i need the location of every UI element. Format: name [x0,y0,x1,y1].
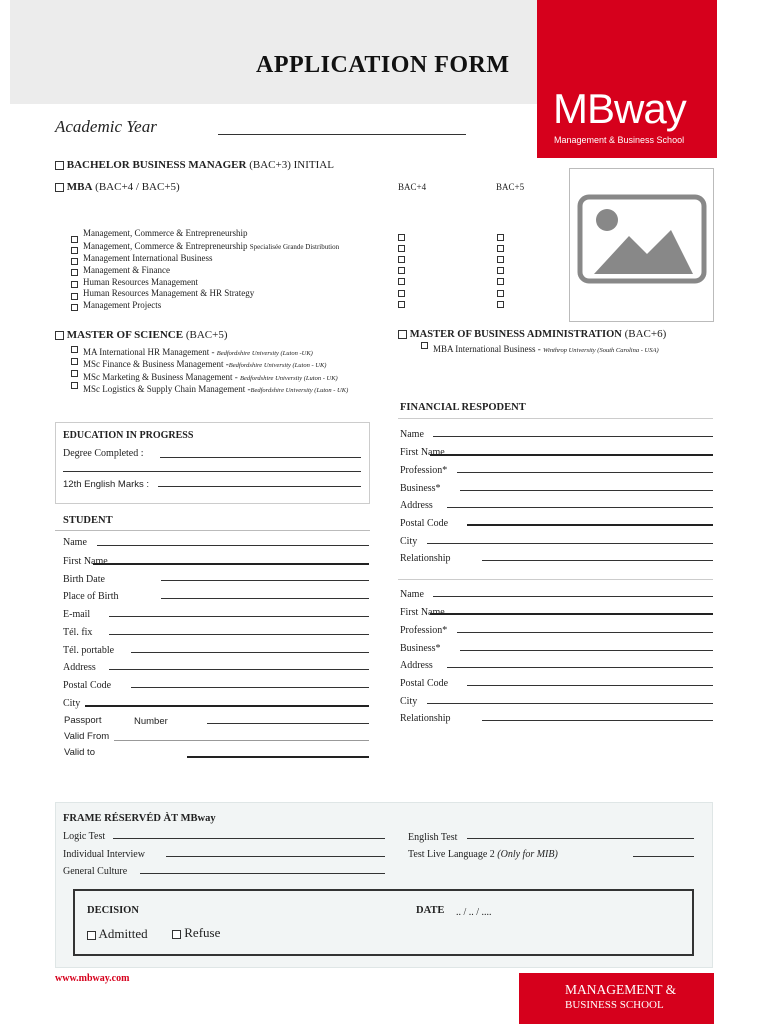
msc-option-checkbox[interactable] [71,382,78,389]
frame-title: FRAME RÉSERVÉD ÀT MBway [63,813,216,824]
financial-divider [398,418,713,419]
live-language-field[interactable] [633,856,694,857]
number-label: Number [134,716,168,727]
student-field-label: Name [63,537,87,548]
academic-year-label: Academic Year [55,117,157,136]
msc-option-label: MSc Finance & Business Management -Bedfordshire University (Luton - UK) [83,359,327,369]
mba-option-checkbox[interactable] [71,269,78,276]
financial-input[interactable] [482,560,713,561]
student-input[interactable] [161,580,369,581]
refuse-option: Refuse [172,925,220,941]
financial-field-label: Name [400,589,424,600]
student-divider [55,530,370,531]
financial-field-label: Postal Code [400,678,449,689]
bachelor-option: BACHELOR BUSINESS MANAGER (BAC+3) INITIAL [55,159,334,171]
decision-title: DECISION [87,905,139,916]
student-input[interactable] [131,687,369,688]
footer-badge: MANAGEMENT & BUSINESS SCHOOL [519,973,714,1024]
financial-input[interactable] [467,685,713,686]
bac4-checkbox[interactable] [398,278,405,285]
financial-input[interactable] [427,703,713,704]
mba-option-label: Human Resources Management [83,277,198,287]
bac4-column-label: BAC+4 [398,182,427,192]
valid-from-field[interactable] [114,740,369,741]
mba-option-checkbox[interactable] [71,304,78,311]
english-test-label: English Test [408,832,458,843]
page-title: APPLICATION FORM [256,52,510,78]
mba-option-label: Management, Commerce & Entrepreneurship [83,228,248,238]
student-input[interactable] [93,563,369,565]
financial-field-label: City [400,536,418,547]
financial-input[interactable] [430,454,713,456]
bac5-checkbox[interactable] [497,245,504,252]
bac5-checkbox[interactable] [497,234,504,241]
financial-divider [398,579,713,580]
mba-option-label: Management Projects [83,300,162,310]
admitted-checkbox[interactable] [87,931,96,940]
financial-field-label: Profession* [400,465,448,476]
financial-input[interactable] [447,667,713,668]
culture-label: General Culture [63,866,128,877]
financial-input[interactable] [482,720,713,721]
financial-input[interactable] [467,524,713,526]
student-input[interactable] [97,545,369,546]
passport-number-field[interactable] [207,723,369,724]
mba-option-label: Management & Finance [83,265,170,275]
culture-field[interactable] [140,873,385,874]
marks-field[interactable] [158,486,361,487]
logo-brand: MBway [553,85,686,132]
msc-option-label: MSc Logistics & Supply Chain Management -Bedfordshire University (Luton - UK) [83,384,349,394]
mba-option-checkbox[interactable] [71,258,78,265]
bac4-checkbox[interactable] [398,290,405,297]
student-field-label: Birth Date [63,574,105,585]
financial-input[interactable] [457,632,713,633]
mba-option-label: Management International Business [83,253,213,263]
mba-option-checkbox[interactable] [71,247,78,254]
logic-test-label: Logic Test [63,831,106,842]
financial-field-label: First Name [400,607,445,618]
degree-field-2[interactable] [63,471,361,472]
msc-option-checkbox[interactable] [71,346,78,353]
passport-label: Passport [64,715,102,726]
mba-option-checkbox[interactable] [71,236,78,243]
bac4-checkbox[interactable] [398,245,405,252]
bac5-column-label: BAC+5 [496,182,525,192]
mba-option-checkbox[interactable] [71,293,78,300]
financial-title: FINANCIAL RESPODENT [400,402,526,413]
student-input[interactable] [109,634,369,635]
academic-year-field[interactable] [218,134,466,135]
financial-input[interactable] [457,472,713,473]
degree-field[interactable] [160,457,361,458]
mba-admin-checkbox[interactable] [398,330,407,339]
bac4-checkbox[interactable] [398,301,405,308]
website-link[interactable]: www.mbway.com [55,973,130,984]
mba-admin-sub-checkbox[interactable] [421,342,428,349]
student-field-label: Address [63,662,96,673]
valid-to-label: Valid to [64,747,95,758]
msc-option-label: MSc Marketing & Business Management - Bedfordshire University (Luton - UK) [83,372,338,382]
image-icon [577,194,707,294]
student-field-label: City [63,698,81,709]
photo-placeholder[interactable] [569,168,714,322]
financial-input[interactable] [433,596,713,597]
financial-input[interactable] [460,650,713,651]
financial-field-label: Postal Code [400,518,449,529]
student-field-label: Place of Birth [63,591,119,602]
bac5-checkbox[interactable] [497,267,504,274]
financial-field-label: Relationship [400,713,451,724]
mba-option: MBA (BAC+4 / BAC+5) [55,181,180,193]
financial-input[interactable] [427,543,713,544]
logo-tagline: Management & Business School [554,135,685,145]
mba-option-label: Management, Commerce & Entrepreneurship Specialisée Grande Distribution [83,241,340,251]
bac5-checkbox[interactable] [497,256,504,263]
interview-field[interactable] [166,856,385,857]
mba-admin-option: MASTER OF BUSINESS ADMINISTRATION (BAC+6) [398,328,666,340]
student-input[interactable] [109,669,369,670]
msc-checkbox[interactable] [55,331,64,340]
student-input[interactable] [131,652,369,653]
bac4-checkbox[interactable] [398,267,405,274]
student-input[interactable] [161,598,369,599]
msc-option-checkbox[interactable] [71,358,78,365]
student-field-label: Tél. portable [63,645,115,656]
student-field-label: E-mail [63,609,91,620]
bac5-checkbox[interactable] [497,278,504,285]
financial-input[interactable] [447,507,713,508]
financial-input[interactable] [430,613,713,615]
refuse-checkbox[interactable] [172,930,181,939]
valid-to-field[interactable] [187,756,369,758]
financial-field-label: City [400,696,418,707]
valid-from-label: Valid From [64,731,110,742]
financial-field-label: Profession* [400,625,448,636]
bachelor-checkbox[interactable] [55,161,64,170]
logic-test-field[interactable] [113,838,385,839]
financial-input[interactable] [460,490,713,491]
student-field-label: Postal Code [63,680,112,691]
education-title: EDUCATION IN PROGRESS [63,430,194,441]
student-field-label: First Name [63,556,108,567]
mba-option-checkbox[interactable] [71,281,78,288]
mbway-logo [537,0,717,158]
financial-field-label: Business* [400,643,441,654]
msc-option-label: MA International HR Management - Bedfordshire University (Luton -UK) [83,347,313,357]
date-label: DATE [416,905,445,916]
student-field-label: Tél. fix [63,627,93,638]
financial-input[interactable] [433,436,713,437]
marks-label: 12th English Marks : [63,479,150,490]
mba-option-label: Human Resources Management & HR Strategy [83,288,255,298]
student-input[interactable] [109,616,369,617]
financial-field-label: Business* [400,483,441,494]
msc-option-checkbox[interactable] [71,370,78,377]
bac4-checkbox[interactable] [398,256,405,263]
student-title: STUDENT [63,515,113,526]
degree-label: Degree Completed : [63,448,144,459]
mba-admin-sub-label: MBA International Business - Winthrop University (South Carolina - USA) [433,344,659,354]
interview-label: Individual Interview [63,849,145,860]
financial-field-label: Relationship [400,553,451,564]
student-input[interactable] [85,705,369,707]
bac4-checkbox[interactable] [398,234,405,241]
msc-option: MASTER OF SCIENCE (BAC+5) [55,329,228,341]
bac5-checkbox[interactable] [497,301,504,308]
mba-checkbox[interactable] [55,183,64,192]
financial-field-label: Name [400,429,424,440]
financial-field-label: Address [400,500,433,511]
decision-box [73,889,694,956]
english-test-field[interactable] [467,838,694,839]
live-language-label: Test Live Language 2 (Only for MIB) [408,849,558,860]
financial-field-label: Address [400,660,433,671]
admitted-option: Admitted [87,926,148,942]
date-value[interactable]: .. / .. / .... [456,907,492,918]
bac5-checkbox[interactable] [497,290,504,297]
financial-field-label: First Name [400,447,445,458]
